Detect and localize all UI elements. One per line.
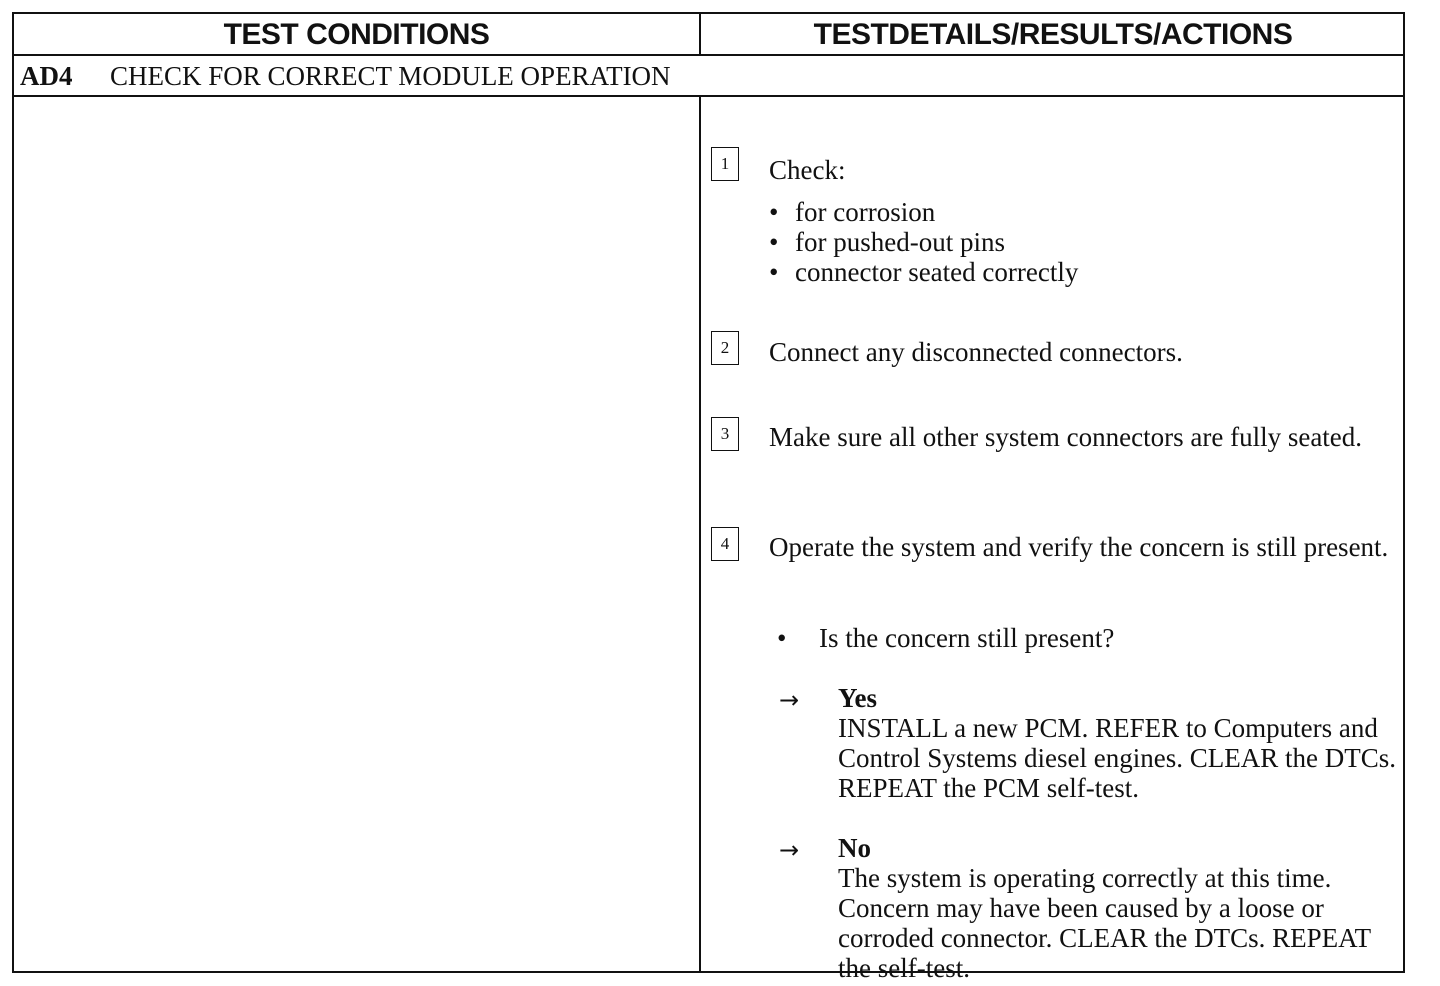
bullet-dot: • bbox=[769, 227, 779, 257]
bullet-item bbox=[769, 257, 1078, 287]
header-test-conditions: TEST CONDITIONS bbox=[223, 18, 490, 51]
answer-yes bbox=[838, 683, 1408, 803]
step-2-text: Connect any disconnected connectors. bbox=[769, 337, 1183, 367]
bullet-text: for pushed-out pins bbox=[795, 227, 1005, 257]
step-3-text: Make sure all other system connectors are fully seated. bbox=[769, 422, 1363, 452]
arrow-right-icon: → bbox=[779, 686, 800, 714]
test-title: CHECK FOR CORRECT MODULE OPERATION bbox=[110, 61, 671, 91]
test-conditions-cell bbox=[14, 97, 699, 971]
arrow-right-icon: → bbox=[779, 836, 800, 864]
bullet-dot: • bbox=[769, 197, 779, 227]
step-number-box: 2 bbox=[711, 331, 739, 365]
answer-text: The system is operating correctly at this time. Concern may have been caused by a loose or corroded connector. CLEAR the DTCs. REPEAT the self-test. bbox=[838, 863, 1371, 983]
test-id: AD4 bbox=[20, 61, 73, 91]
question-item bbox=[777, 623, 1114, 653]
bullet-dot: • bbox=[769, 257, 779, 287]
answer-text: INSTALL a new PCM. REFER to Computers and Control Systems diesel engines. CLEAR the DTCs. REPEAT the PCM self-test. bbox=[838, 713, 1396, 803]
question-text: Is the concern still present? bbox=[819, 623, 1115, 653]
bullet-text: connector seated correctly bbox=[795, 257, 1079, 287]
step-1-text: Check: bbox=[769, 155, 846, 185]
bullet-item bbox=[769, 197, 935, 227]
bullet-dot: • bbox=[777, 623, 787, 653]
header-test-details: TESTDETAILS/RESULTS/ACTIONS bbox=[699, 14, 1405, 54]
test-title-row bbox=[14, 56, 1403, 97]
step-number-box: 1 bbox=[711, 147, 739, 181]
step-number-box: 4 bbox=[711, 527, 739, 561]
test-details-cell bbox=[699, 97, 1405, 983]
step-4-text: Operate the system and verify the concern is still present. bbox=[769, 532, 1389, 562]
bullet-item bbox=[769, 227, 1005, 257]
bullet-text: for corrosion bbox=[795, 197, 936, 227]
step-number-box: 3 bbox=[711, 417, 739, 451]
answer-label: No bbox=[838, 833, 871, 863]
answer-no bbox=[838, 833, 1408, 983]
diagnostic-table bbox=[12, 12, 1405, 983]
table-header-row bbox=[14, 14, 1403, 56]
answer-label: Yes bbox=[838, 683, 877, 713]
